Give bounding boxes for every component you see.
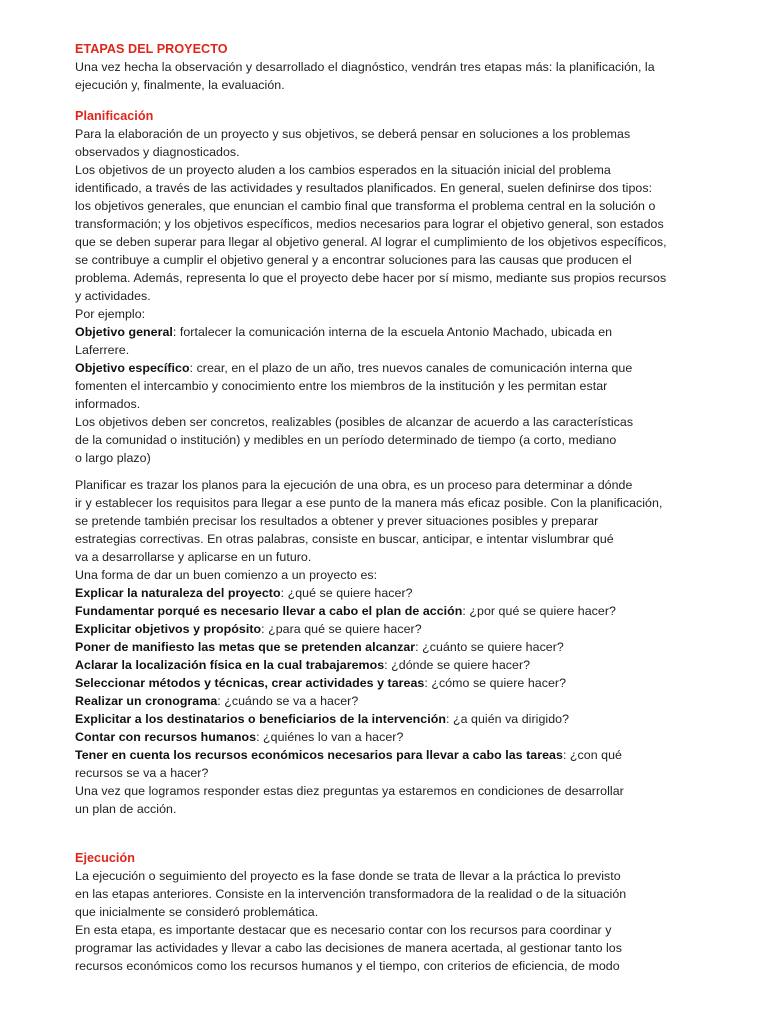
question-bold: Contar con recursos humanos (75, 730, 257, 744)
question-item (75, 602, 705, 620)
paragraph-line: un plan de acción. (75, 802, 177, 816)
question-item (75, 638, 705, 656)
paragraph-line: Para la elaboración de un proyecto y sus objetivos, se deberá pensar en soluciones a los problemas (75, 127, 631, 141)
question-text: : ¿cuánto se quiere hacer? (415, 640, 564, 654)
question-bold: Aclarar la localización física en la cual trabajaremos (75, 658, 385, 672)
paragraph-line: informados. (75, 397, 141, 411)
question-item (75, 728, 705, 746)
paragraph-line: recursos económicos como los recursos humanos y el tiempo, con criterios de eficiencia, de modo (75, 959, 620, 973)
paragraph-line: transformación; y los objetivos específicos, medios necesarios para lograr el objetivo general, son estados (75, 217, 664, 231)
paragraph-line: observados y diagnosticados. (75, 145, 240, 159)
paragraph-line: programar las actividades y llevar a cabo las decisiones de manera acertada, al gestionar tanto los (75, 941, 622, 955)
question-bold: Explicitar objetivos y propósito (75, 622, 262, 636)
paragraph-line: los objetivos generales, que enuncian el cambio final que transforma el problema central en la solución o (75, 199, 656, 213)
question-text: : ¿qué se quiere hacer? (280, 586, 413, 600)
question-item (75, 656, 705, 674)
question-item (75, 746, 705, 764)
objetivo-especifico-text: : crear, en el plazo de un año, tres nuevos canales de comunicación interna que (189, 361, 633, 375)
paragraph-line: recursos se va a hacer? (75, 766, 209, 780)
objetivo-general-text: : fortalecer la comunicación interna de la escuela Antonio Machado, ubicada en (172, 325, 613, 339)
paragraph-line: o largo plazo) (75, 451, 151, 465)
question-text: : ¿cómo se quiere hacer? (424, 676, 567, 690)
paragraph-line: La ejecución o seguimiento del proyecto es la fase donde se trata de llevar a la práctica lo previsto (75, 869, 621, 883)
paragraph-line: y actividades. (75, 289, 151, 303)
paragraph-line: de la comunidad o institución) y medibles en un período determinado de tiempo (a corto, mediano (75, 433, 617, 447)
question-item (75, 584, 705, 602)
question-text: : ¿quiénes lo van a hacer? (256, 730, 404, 744)
question-text: : ¿con qué (562, 748, 622, 762)
paragraph-line: En esta etapa, es importante destacar que es necesario contar con los recursos para coordinar y (75, 923, 612, 937)
question-item (75, 710, 705, 728)
paragraph-line: en las etapas anteriores. Consiste en la intervención transformadora de la realidad o de la situación (75, 887, 627, 901)
paragraph-line: Los objetivos deben ser concretos, realizables (posibles de alcanzar de acuerdo a las características (75, 415, 634, 429)
question-bold: Explicitar a los destinatarios o beneficiarios de la intervención (75, 712, 446, 726)
question-bold: Explicar la naturaleza del proyecto (75, 586, 281, 600)
section-heading-ejecucion: Ejecución (75, 851, 135, 865)
question-text: : ¿cuándo se va a hacer? (217, 694, 359, 708)
objetivo-general-label: Objetivo general (75, 325, 173, 339)
paragraph-line: Planificar es trazar los planos para la ejecución de una obra, es un proceso para determinar a dónde (75, 478, 633, 492)
paragraph-line: Los objetivos de un proyecto aluden a los cambios esperados en la situación inicial del problema (75, 163, 611, 177)
objetivo-especifico-line (75, 359, 705, 377)
question-bold: Seleccionar métodos y técnicas, crear actividades y tareas (75, 676, 425, 690)
paragraph-line: fomenten el intercambio y conocimiento entre los miembros de la institución y les permitan estar (75, 379, 608, 393)
objetivo-general-line (75, 323, 705, 341)
objetivo-especifico-label: Objetivo específico (75, 361, 190, 375)
paragraph-line: problema. Además, representa lo que el proyecto debe hacer por sí mismo, mediante sus propios recursos (75, 271, 667, 285)
section-heading-etapas: ETAPAS DEL PROYECTO (75, 42, 228, 56)
paragraph-line: se pretende también precisar los resultados a obtener y prever situaciones posibles y preparar (75, 514, 599, 528)
question-bold: Poner de manifiesto las metas que se pretenden alcanzar (75, 640, 416, 654)
question-text: : ¿por qué se quiere hacer? (462, 604, 616, 618)
question-item (75, 674, 705, 692)
paragraph-line: identificado, a través de las actividades y resultados planificados. En general, suelen definirse dos tipos: (75, 181, 653, 195)
question-item (75, 620, 705, 638)
paragraph-line: ir y establecer los requisitos para llegar a ese punto de la manera más eficaz posible. Con la planificación, (75, 496, 663, 510)
paragraph-line: va a desarrollarse y aplicarse en un futuro. (75, 550, 312, 564)
paragraph-line: Una vez hecha la observación y desarrollado el diagnóstico, vendrán tres etapas más: la planificación, la (75, 60, 655, 74)
question-bold: Fundamentar porqué es necesario llevar a cabo el plan de acción (75, 604, 463, 618)
paragraph-line: Una vez que logramos responder estas diez preguntas ya estaremos en condiciones de desarrollar (75, 784, 624, 798)
paragraph-line: que inicialmente se consideró problemática. (75, 905, 319, 919)
paragraph-line: Laferrere. (75, 343, 130, 357)
question-text: : ¿para qué se quiere hacer? (261, 622, 422, 636)
question-text: : ¿dónde se quiere hacer? (384, 658, 531, 672)
paragraph-line: se contribuye a cumplir el objetivo general y a encontrar soluciones para las causas que producen el (75, 253, 632, 267)
question-bold: Realizar un cronograma (75, 694, 218, 708)
paragraph-line: Por ejemplo: (75, 307, 146, 321)
paragraph-line: Una forma de dar un buen comienzo a un proyecto es: (75, 568, 378, 582)
section-heading-planificacion: Planificación (75, 109, 154, 123)
document-page (75, 40, 705, 975)
question-bold: Tener en cuenta los recursos económicos necesarios para llevar a cabo las tareas (75, 748, 563, 762)
paragraph-line: ejecución y, finalmente, la evaluación. (75, 78, 285, 92)
question-item (75, 692, 705, 710)
question-text: : ¿a quién va dirigido? (445, 712, 570, 726)
paragraph-line: que se deben superar para llegar al objetivo general. Al lograr el cumplimiento de los objetivos específicos, (75, 235, 667, 249)
paragraph-line: estrategias correctivas. En otras palabras, consiste en buscar, anticipar, e intentar vislumbrar qué (75, 532, 614, 546)
